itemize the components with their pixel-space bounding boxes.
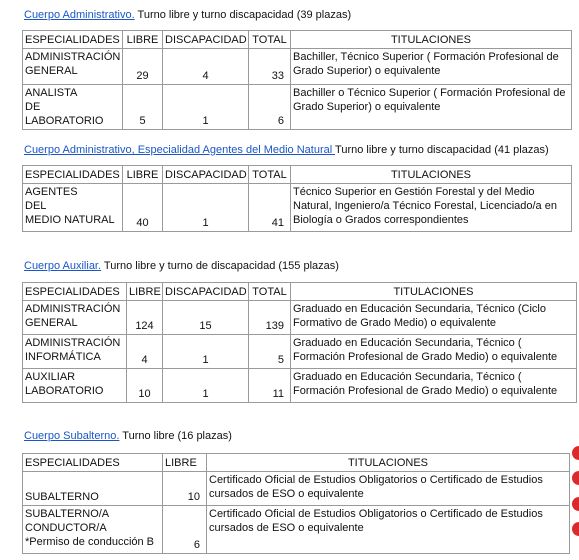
titulacion-cell: Bachiller, Técnico Superior ( Formación Profesional de Grado Superior) o equivalente bbox=[291, 49, 572, 85]
section-heading-auxiliar bbox=[24, 260, 339, 273]
header-libre: LIBRE bbox=[127, 283, 163, 301]
table-administrativo bbox=[22, 30, 572, 130]
especialidad-cell: AUXILIAR LABORATORIO bbox=[23, 369, 127, 403]
especialidad-cell: ADMINISTRACIÓN GENERAL bbox=[23, 49, 123, 85]
header-libre: LIBRE bbox=[163, 454, 207, 472]
total-cell: 33 bbox=[249, 49, 291, 85]
header-total: TOTAL bbox=[249, 283, 291, 301]
table-medio-natural bbox=[22, 165, 572, 232]
red-marker-icon[interactable] bbox=[572, 471, 579, 485]
discapacidad-cell: 1 bbox=[163, 369, 249, 403]
table-row bbox=[23, 472, 570, 506]
especialidad-cell: ADMINISTRACIÓN INFORMÁTICA bbox=[23, 335, 127, 369]
total-cell: 6 bbox=[249, 85, 291, 130]
heading-text: Turno libre (16 plazas) bbox=[119, 430, 232, 442]
titulacion-cell: Certificado Oficial de Estudios Obligatorios o Certificado de Estudios cursados de ESO o equivalente bbox=[207, 472, 570, 506]
red-marker-icon[interactable] bbox=[572, 497, 579, 511]
especialidad-cell: SUBALTERNO/A CONDUCTOR/A *Permiso de conducción B bbox=[23, 506, 163, 554]
section-heading-administrativo bbox=[24, 9, 351, 22]
header-discapacidad: DISCAPACIDAD bbox=[163, 283, 249, 301]
table-row bbox=[23, 506, 570, 554]
especialidad-cell: SUBALTERNO bbox=[23, 472, 163, 506]
titulacion-cell: Graduado en Educación Secundaria, Técnico ( Formación Profesional de Grado Medio) o equivalente bbox=[291, 335, 577, 369]
heading-text: Turno libre y turno de discapacidad (155 plazas) bbox=[101, 260, 339, 272]
table-row bbox=[23, 369, 577, 403]
cuerpo-administrativo-link[interactable]: Cuerpo Administrativo. bbox=[24, 9, 135, 21]
header-libre: LIBRE bbox=[123, 31, 163, 49]
especialidad-cell: ANALISTA DE LABORATORIO bbox=[23, 85, 123, 130]
libre-cell: 29 bbox=[123, 49, 163, 85]
titulacion-cell: Graduado en Educación Secundaria, Técnico (Ciclo Formativo de Grado Medio) o equivalente bbox=[291, 301, 577, 335]
header-especialidades: ESPECIALIDADES bbox=[23, 454, 163, 472]
especialidad-cell: ADMINISTRACIÓN GENERAL bbox=[23, 301, 127, 335]
especialidad-cell: AGENTES DEL MEDIO NATURAL bbox=[23, 184, 123, 232]
header-total: TOTAL bbox=[249, 31, 291, 49]
cuerpo-subalterno-link[interactable]: Cuerpo Subalterno. bbox=[24, 430, 120, 442]
table-subalterno bbox=[22, 453, 570, 554]
libre-cell: 10 bbox=[163, 472, 207, 506]
header-especialidades: ESPECIALIDADES bbox=[23, 283, 127, 301]
header-titulaciones: TITULACIONES bbox=[291, 283, 577, 301]
cuerpo-agentes-medio-natural-link[interactable]: Cuerpo Administrativo, Especialidad Agentes del Medio Natural bbox=[24, 144, 336, 156]
table-row bbox=[23, 301, 577, 335]
table-row bbox=[23, 49, 572, 85]
heading-text: Turno libre y turno discapacidad (41 plazas) bbox=[335, 144, 549, 156]
section-heading-subalterno bbox=[24, 430, 232, 443]
libre-cell: 124 bbox=[127, 301, 163, 335]
header-especialidades: ESPECIALIDADES bbox=[23, 31, 123, 49]
titulacion-cell: Bachiller o Técnico Superior ( Formación Profesional de Grado Superior) o equivalente bbox=[291, 85, 572, 130]
libre-cell: 4 bbox=[127, 335, 163, 369]
header-libre: LIBRE bbox=[123, 166, 163, 184]
total-cell: 41 bbox=[249, 184, 291, 232]
table-row bbox=[23, 335, 577, 369]
discapacidad-cell: 1 bbox=[163, 85, 249, 130]
table-row bbox=[23, 184, 572, 232]
header-total: TOTAL bbox=[249, 166, 291, 184]
header-titulaciones: TITULACIONES bbox=[291, 31, 572, 49]
discapacidad-cell: 15 bbox=[163, 301, 249, 335]
libre-cell: 40 bbox=[123, 184, 163, 232]
discapacidad-cell: 4 bbox=[163, 49, 249, 85]
section-heading-medio-natural bbox=[24, 144, 549, 157]
total-cell: 5 bbox=[249, 335, 291, 369]
libre-cell: 5 bbox=[123, 85, 163, 130]
table-auxiliar bbox=[22, 282, 577, 403]
libre-cell: 6 bbox=[163, 506, 207, 554]
table-row bbox=[23, 85, 572, 130]
header-discapacidad: DISCAPACIDAD bbox=[163, 166, 249, 184]
total-cell: 11 bbox=[249, 369, 291, 403]
total-cell: 139 bbox=[249, 301, 291, 335]
discapacidad-cell: 1 bbox=[163, 184, 249, 232]
header-titulaciones: TITULACIONES bbox=[207, 454, 570, 472]
discapacidad-cell: 1 bbox=[163, 335, 249, 369]
header-titulaciones: TITULACIONES bbox=[291, 166, 572, 184]
red-marker-icon[interactable] bbox=[572, 522, 579, 536]
libre-cell: 10 bbox=[127, 369, 163, 403]
titulacion-cell: Certificado Oficial de Estudios Obligatorios o Certificado de Estudios cursados de ESO o equivalente bbox=[207, 506, 570, 554]
titulacion-cell: Graduado en Educación Secundaria, Técnico ( Formación Profesional de Grado Medio) o equivalente bbox=[291, 369, 577, 403]
heading-text: Turno libre y turno discapacidad (39 plazas) bbox=[134, 9, 352, 21]
red-marker-icon[interactable] bbox=[572, 446, 579, 460]
header-discapacidad: DISCAPACIDAD bbox=[163, 31, 249, 49]
header-especialidades: ESPECIALIDADES bbox=[23, 166, 123, 184]
cuerpo-auxiliar-link[interactable]: Cuerpo Auxiliar. bbox=[24, 260, 102, 272]
titulacion-cell: Técnico Superior en Gestión Forestal y del Medio Natural, Ingeniero/a Técnico Forestal, Licenciado/a en Biología o Grados correspondientes bbox=[291, 184, 572, 232]
